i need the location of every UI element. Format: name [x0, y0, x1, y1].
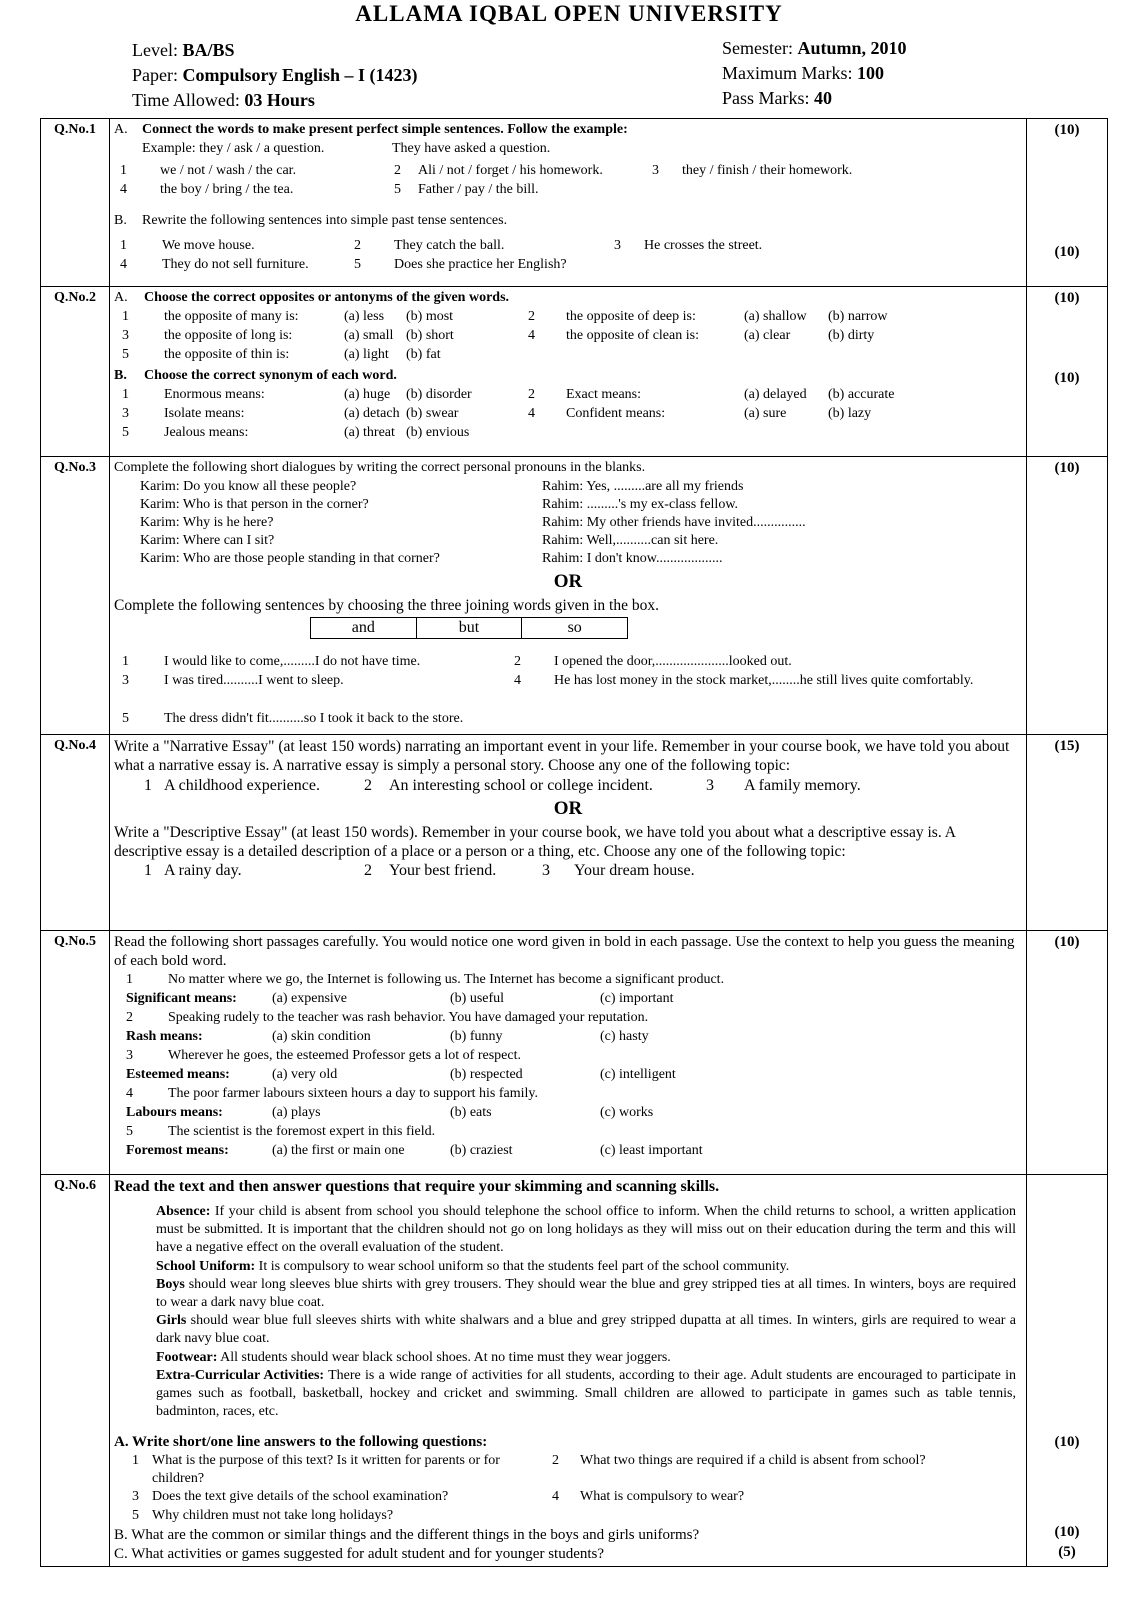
item-number: 2 [552, 1453, 559, 1468]
time-label: Time Allowed: [132, 90, 240, 110]
topic-number: 1 [144, 776, 152, 794]
item-row [114, 496, 1022, 514]
question-number: Q.No.1 [41, 119, 110, 287]
option-a: (a) sure [744, 406, 787, 421]
item-number: 4 [552, 1489, 559, 1504]
topic-text: A family memory. [744, 776, 861, 794]
option-b: (b) accurate [828, 387, 895, 402]
marks-value: (10) [1054, 122, 1080, 138]
paper-value: Compulsory English – I (1423) [182, 65, 418, 85]
item-text: the opposite of many is: [164, 309, 299, 324]
item-row [114, 532, 1022, 550]
item-number: 1 [120, 238, 127, 253]
item-number: 2 [528, 387, 535, 402]
word-meaning-label: Foremost means: [126, 1142, 229, 1158]
item-text: the opposite of deep is: [566, 309, 696, 324]
topic-text: A rainy day. [164, 862, 242, 880]
question-row-1 [41, 119, 1108, 287]
option-a: (a) very old [272, 1066, 338, 1082]
item-text: Why children must not take long holidays? [152, 1508, 394, 1523]
item-number: 5 [354, 257, 361, 272]
instruction: Read the following short passages carefully. You would notice one word given in bold in each passage. Use the context to help you guess the meaning of each bold word. [114, 934, 1015, 969]
passage-text: The poor farmer labours sixteen hours a day to support his family. [168, 1085, 539, 1101]
instruction: Choose the correct synonym of each word. [144, 368, 397, 383]
notice-text: should wear blue full sleeves shirts with white shalwars and a blue and grey stripped dupatta at all times. In winters, girls are required to wear a dark navy blue coat. [156, 1313, 1016, 1347]
marks-value: (5) [1058, 1544, 1076, 1560]
notice-text: It is compulsory to wear school uniform so that the students feel part of the school community. [258, 1258, 790, 1274]
question-number: Q.No.4 [41, 735, 110, 931]
box-word: so [567, 618, 582, 636]
question-body [110, 287, 1027, 457]
item-number: 1 [132, 1453, 139, 1468]
level-label: Level: [132, 40, 178, 60]
item-number: 2 [528, 309, 535, 324]
item-number: 5 [394, 182, 401, 197]
item-text: Confident means: [566, 406, 666, 421]
school-notice [156, 1203, 1016, 1421]
dialogue-karim: Karim: Who is that person in the corner? [140, 497, 369, 512]
option-a: (a) light [344, 347, 389, 362]
option-b: (b) narrow [828, 309, 888, 324]
item-text: The dress didn't fit..........so I took it back to the store. [164, 710, 464, 726]
marks-value: (10) [1054, 1524, 1080, 1540]
item-number: 2 [354, 238, 361, 253]
item-number: 4 [126, 1085, 133, 1101]
part-label: A. [114, 122, 128, 137]
item-text: Ali / not / forget / his homework. [418, 163, 603, 178]
notice-heading: Footwear: [156, 1349, 218, 1365]
pass-marks-value: 40 [814, 88, 833, 108]
marks-cell: (15) [1027, 735, 1108, 931]
question-body [110, 1175, 1027, 1567]
option-b: (b) swear [406, 406, 459, 421]
semester-value: Autumn, 2010 [797, 38, 907, 58]
item-number: 4 [514, 672, 521, 688]
dialogue-karim: Karim: Where can I sit? [140, 533, 275, 548]
dialogue-karim: Karim: Who are those people standing in that corner? [140, 551, 440, 566]
item-row [114, 1028, 1022, 1047]
notice-text: There is a wide range of activities for all students, according to their age. Adult students are encouraged to participate in games such as football, basketball, hockey and cricket and swimming. Small children are allowed to participate in games such as table tennis, badminton, races, etc. [156, 1367, 1016, 1420]
item-row [114, 1066, 1022, 1085]
dialogue-rahim: Rahim: Yes, .........are all my friends [542, 479, 744, 494]
notice-paragraph [156, 1349, 1016, 1367]
topic-number: 2 [364, 862, 372, 880]
item-text: the opposite of long is: [164, 328, 293, 343]
part-a-questions [114, 1452, 1022, 1526]
item-row [114, 1123, 1022, 1142]
item-row [114, 1488, 1022, 1507]
question-row-6 [41, 1175, 1108, 1567]
item-number: 4 [120, 257, 127, 272]
joining-words-box [310, 617, 628, 639]
question-table [40, 118, 1108, 1567]
question-number: Q.No.2 [41, 287, 110, 457]
passage-text: The scientist is the foremost expert in this field. [168, 1123, 436, 1139]
part-c-question: C. What activities or games suggested for adult student and for younger students? [114, 1545, 605, 1562]
item-text: Jealous means: [164, 425, 249, 440]
marks-cell [1027, 1175, 1108, 1567]
item-number: 3 [122, 328, 129, 343]
question-number: Q.No.5 [41, 931, 110, 1175]
item-number: 1 [122, 387, 129, 402]
word-meaning-label: Labours means: [126, 1104, 223, 1120]
option-a: (a) shallow [744, 309, 807, 324]
option-a: (a) huge [344, 387, 391, 402]
item-text: We move house. [162, 238, 255, 253]
item-number: 3 [122, 672, 129, 688]
part-label: B. [114, 368, 127, 383]
part-b-question: B. What are the common or similar things and the different things in the boys and girls uniforms? [114, 1527, 700, 1543]
notice-text: All students should wear black school shoes. At no time must they wear joggers. [220, 1349, 671, 1365]
word-meaning-label: Esteemed means: [126, 1066, 230, 1082]
university-title: ALLAMA IQBAL OPEN UNIVERSITY [355, 1, 783, 26]
word-meaning-label: Rash means: [126, 1028, 203, 1044]
option-b: (b) useful [450, 990, 505, 1006]
synonym-items [114, 386, 1022, 443]
option-a: (a) clear [744, 328, 791, 343]
item-number: 4 [528, 406, 535, 421]
time-value: 03 Hours [244, 90, 315, 110]
option-a: (a) detach [344, 406, 400, 421]
marks-value: (10) [1054, 244, 1080, 260]
item-text: What two things are required if a child is absent from school? [580, 1453, 926, 1468]
marks-cell [1027, 119, 1108, 287]
item-row [114, 346, 1022, 365]
item-row [114, 971, 1022, 990]
part-label: B. [114, 213, 127, 228]
item-text: I opened the door,.....................looked out. [554, 653, 792, 669]
item-text: the boy / bring / the tea. [160, 182, 294, 197]
item-row [114, 424, 1022, 443]
item-row [114, 1507, 1022, 1526]
item-number: 3 [122, 406, 129, 421]
item-text: the opposite of thin is: [164, 347, 290, 362]
item-row [114, 1009, 1022, 1028]
item-row [114, 1452, 1022, 1488]
max-marks-label: Maximum Marks: [722, 63, 853, 83]
item-number: 1 [120, 163, 127, 178]
option-b: (b) most [406, 309, 454, 324]
marks-value: (10) [1054, 1434, 1080, 1450]
notice-paragraph [156, 1312, 1016, 1348]
item-number: 2 [394, 163, 401, 178]
example-answer: They have asked a question. [392, 141, 551, 156]
item-text: Does the text give details of the school examination? [152, 1489, 449, 1504]
option-c: (c) important [600, 990, 674, 1006]
item-text: Isolate means: [164, 406, 245, 421]
question-row-3 [41, 457, 1108, 735]
topic-text: Your dream house. [574, 862, 695, 880]
question-body [110, 735, 1027, 931]
item-text: Exact means: [566, 387, 642, 402]
item-number: 1 [122, 309, 129, 324]
item-number: 1 [122, 653, 129, 669]
option-b: (b) short [406, 328, 454, 343]
item-row [114, 990, 1022, 1009]
option-b: (b) disorder [406, 387, 472, 402]
item-number: 3 [614, 238, 621, 253]
option-b: (b) envious [406, 425, 470, 440]
option-b: (b) craziest [450, 1142, 513, 1158]
vocabulary-items [114, 971, 1022, 1161]
instruction: Rewrite the following sentences into simple past tense sentences. [142, 213, 508, 228]
item-number: 2 [126, 1009, 133, 1025]
instruction: Connect the words to make present perfect simple sentences. Follow the example: [142, 122, 628, 137]
item-text: Enormous means: [164, 387, 265, 402]
marks-cell [1027, 287, 1108, 457]
item-row [114, 1047, 1022, 1066]
question-body [110, 931, 1027, 1175]
part-a-instruction: A. Write short/one line answers to the following questions: [114, 1434, 488, 1451]
option-b: (b) dirty [828, 328, 875, 343]
item-text: they / finish / their homework. [682, 163, 853, 178]
option-a: (a) the first or main one [272, 1142, 405, 1158]
notice-heading: School Uniform: [156, 1258, 256, 1274]
item-row [114, 478, 1022, 496]
item-text: He crosses the street. [644, 238, 763, 253]
instruction: Choose the correct opposites or antonyms of the given words. [144, 290, 510, 305]
dialogue-rahim: Rahim: Well,..........can sit here. [542, 533, 719, 548]
item-text: I would like to come,.........I do not have time. [164, 653, 421, 669]
notice-text: should wear long sleeves blue shirts with grey trousers. They should wear the blue and grey stripped ties at all times. In winters, boys are required to wear a dark navy blue coat. [156, 1276, 1017, 1310]
item-number: 5 [126, 1123, 133, 1139]
semester-label: Semester: [722, 38, 793, 58]
option-a: (a) delayed [744, 387, 807, 402]
notice-heading: Girls [156, 1313, 187, 1329]
item-number: 3 [652, 163, 659, 178]
topic-number: 3 [706, 776, 714, 794]
option-c: (c) works [600, 1104, 654, 1120]
item-text: the opposite of clean is: [566, 328, 699, 343]
dialogue-rahim: Rahim: My other friends have invited............... [542, 515, 806, 530]
item-text: He has lost money in the stock market,........he still lives quite comfortably. [554, 672, 974, 688]
topic-text: Your best friend. [389, 862, 497, 880]
pass-marks-label: Pass Marks: [722, 88, 810, 108]
option-a: (a) less [344, 309, 385, 324]
option-a: (a) threat [344, 425, 395, 440]
notice-paragraph [156, 1258, 1016, 1276]
item-row [114, 514, 1022, 532]
dialogue-rahim: Rahim: .........'s my ex-class fellow. [542, 497, 739, 512]
example-text: Example: they / ask / a question. [142, 141, 325, 156]
notice-text: If your child is absent from school you should telephone the school office to inform. When the child returns to school, a written application must be submitted. It is important that the children should not go on long holidays as they will miss out on their education during the term and this will have a negative effect on the overall evaluation of the student. [156, 1204, 1017, 1256]
item-text: They do not sell furniture. [162, 257, 309, 272]
passage-text: No matter where we go, the Internet is following us. The Internet has become a significant product. [168, 971, 725, 987]
option-b: (b) respected [450, 1066, 523, 1082]
instruction: Read the text and then answer questions that require your skimming and scanning skills. [114, 1178, 720, 1195]
topic-number: 1 [144, 862, 152, 880]
item-text: we / not / wash / the car. [160, 163, 297, 178]
dialogue-karim: Karim: Why is he here? [140, 515, 274, 530]
option-a: (a) skin condition [272, 1028, 371, 1044]
item-number: 3 [126, 1047, 133, 1063]
topic-text: A childhood experience. [164, 776, 320, 794]
level-value: BA/BS [182, 40, 235, 60]
option-a: (a) plays [272, 1104, 321, 1120]
narrative-essay-instruction: Write a "Narrative Essay" (at least 150 words) narrating an important event in your life. Remember in your course book, we have told you about what a narrative essay is. A narrative essay is simply a personal story. Choose any one of the following topic: [114, 738, 1010, 775]
part-label: A. [114, 290, 128, 305]
item-text: What is the purpose of this text? Is it written for parents or for children? [152, 1453, 500, 1486]
item-text: What is compulsory to wear? [580, 1489, 745, 1504]
dialogue [114, 478, 1022, 568]
marks-value: (10) [1054, 370, 1080, 386]
notice-heading: Extra-Curricular Activities: [156, 1367, 325, 1383]
topic-number: 2 [364, 776, 372, 794]
instruction: Complete the following sentences by choosing the three joining words given in the box. [114, 596, 659, 614]
option-b: (b) funny [450, 1028, 503, 1044]
notice-paragraph [156, 1276, 1016, 1312]
option-c: (c) least important [600, 1142, 703, 1158]
question-number: Q.No.3 [41, 457, 110, 735]
header-right [722, 36, 907, 111]
item-number: 1 [126, 971, 133, 987]
item-text: They catch the ball. [394, 238, 505, 253]
antonym-items [114, 308, 1022, 365]
paper-label: Paper: [132, 65, 178, 85]
option-b: (b) lazy [828, 406, 872, 421]
item-number: 5 [122, 347, 129, 362]
question-row-5 [41, 931, 1108, 1175]
marks-cell: (10) [1027, 931, 1108, 1175]
or-separator: OR [553, 797, 583, 819]
item-number: 5 [132, 1508, 139, 1523]
box-word: but [417, 618, 523, 638]
passage-text: Speaking rudely to the teacher was rash behavior. You have damaged your reputation. [168, 1009, 649, 1025]
option-c: (c) hasty [600, 1028, 649, 1044]
question-row-4 [41, 735, 1108, 931]
dialogue-rahim: Rahim: I don't know................... [542, 551, 723, 566]
item-text: Father / pay / the bill. [418, 182, 539, 197]
word-meaning-label: Significant means: [126, 990, 237, 1006]
question-number: Q.No.6 [41, 1175, 110, 1567]
item-text: I was tired..........I went to sleep. [164, 672, 344, 688]
instruction: Complete the following short dialogues by writing the correct personal pronouns in the blanks. [114, 460, 646, 475]
item-row [114, 386, 1022, 405]
item-row [114, 405, 1022, 424]
option-b: (b) fat [406, 347, 441, 362]
notice-paragraph [156, 1203, 1016, 1258]
max-marks-value: 100 [857, 63, 884, 83]
item-row [114, 1085, 1022, 1104]
question-body [110, 119, 1027, 287]
or-separator: OR [553, 571, 583, 592]
notice-heading: Boys [156, 1276, 185, 1292]
dialogue-karim: Karim: Do you know all these people? [140, 479, 357, 494]
item-number: 4 [120, 182, 127, 197]
item-text: Does she practice her English? [394, 257, 567, 272]
option-a: (a) expensive [272, 990, 348, 1006]
item-row [114, 550, 1022, 568]
option-b: (b) eats [450, 1104, 492, 1120]
item-row [114, 327, 1022, 346]
marks-cell: (10) [1027, 457, 1108, 735]
question-body [110, 457, 1027, 735]
topic-text: An interesting school or college incident. [389, 776, 653, 794]
item-number: 5 [122, 425, 129, 440]
item-number: 3 [132, 1489, 139, 1504]
passage-text: Wherever he goes, the esteemed Professor gets a lot of respect. [168, 1047, 521, 1063]
option-c: (c) intelligent [600, 1066, 676, 1082]
option-a: (a) small [344, 328, 394, 343]
notice-paragraph [156, 1367, 1016, 1422]
item-row [114, 308, 1022, 327]
item-number: 5 [122, 710, 129, 726]
header-left [132, 38, 418, 113]
question-row-2 [41, 287, 1108, 457]
item-number: 2 [514, 653, 521, 669]
item-row [114, 1142, 1022, 1161]
descriptive-essay-instruction: Write a "Descriptive Essay" (at least 150 words). Remember in your course book, we have told you about what a descriptive essay is. A descriptive essay is a detailed description of a place or a person or a thing, etc. Choose any one of the following topic: [114, 823, 956, 860]
item-number: 4 [528, 328, 535, 343]
box-word: and [311, 618, 417, 638]
notice-heading: Absence: [156, 1204, 211, 1219]
topic-number: 3 [542, 862, 550, 880]
marks-value: (10) [1054, 290, 1080, 306]
item-row [114, 1104, 1022, 1123]
